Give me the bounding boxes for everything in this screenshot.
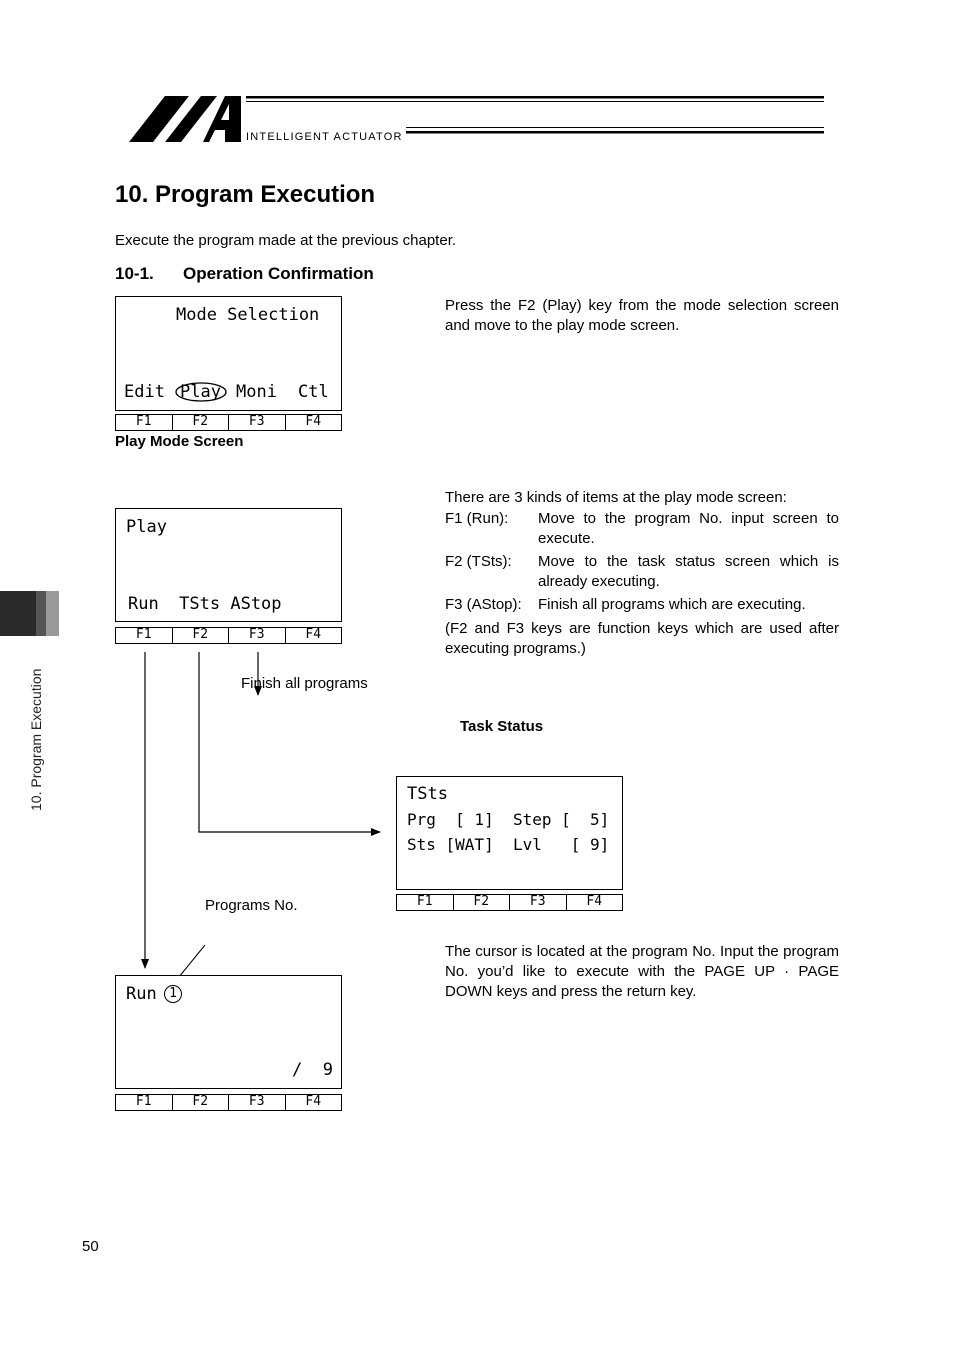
lcd-line-play: Play (126, 517, 167, 537)
side-tab-block (36, 591, 46, 636)
lcd-line-sts-lvl: Sts [WAT] Lvl [ 9] (407, 835, 610, 854)
menu-edit: Edit (124, 382, 165, 402)
lcd-line-prg-step: Prg [ 1] Step [ 5] (407, 810, 610, 829)
item-desc: Finish all programs which are executing. (538, 596, 806, 613)
program-number-value: 1 (169, 986, 177, 1001)
item-term: F1 (Run): (445, 510, 509, 527)
side-tab-label: 10. Program Execution (28, 668, 44, 811)
side-tab-block (0, 591, 36, 636)
page-number: 50 (82, 1238, 99, 1255)
item-desc: Move to the task status screen which is already executing. (538, 553, 839, 590)
programs-no-label: Programs No. (205, 897, 298, 914)
fkey-f1: F1 (116, 628, 173, 643)
fkey-f2: F2 (454, 895, 511, 910)
menu-moni: Moni (236, 382, 277, 402)
fkey-f4: F4 (305, 414, 322, 429)
intro-text: Execute the program made at the previous chapter. (115, 232, 457, 249)
side-tab-block (46, 591, 59, 636)
section-title: Operation Confirmation (183, 264, 374, 283)
task-status-label: Task Status (460, 718, 544, 735)
fkey-f4: F4 (305, 1094, 322, 1109)
fkey-f3: F3 (229, 628, 286, 643)
program-number-cursor (164, 985, 182, 1003)
lcd-line-tsts: TSts (407, 784, 448, 804)
fkey-f1: F1 (116, 1095, 173, 1110)
screen4-description: The cursor is located at the program No. Input the program No. you’d like to execute with the PAGE UP · PAGE DOWN keys and press the return key. (445, 943, 839, 1000)
fkey-f1: F1 (397, 895, 454, 910)
lcd-run (115, 975, 342, 1089)
logo-text: INTELLIGENT ACTUATOR (246, 131, 403, 143)
fkey-f2: F2 (173, 1095, 230, 1110)
fkey-f3: F3 (510, 895, 567, 910)
fkey-f2: F2 (173, 628, 230, 643)
item-desc: Move to the program No. input screen to execute. (538, 510, 839, 547)
menu-play: Play (180, 382, 221, 402)
menu-ctl: Ctl (298, 382, 329, 402)
fkey-f3: F3 (229, 415, 286, 430)
fkey-f2: F2 (173, 415, 230, 430)
fkey-f1: F1 (116, 415, 173, 430)
fkeys-screen3 (396, 894, 623, 911)
screen1-description: Press the F2 (Play) key from the mode selection screen and move to the play mode screen. (445, 297, 839, 334)
lcd-task-status (396, 776, 623, 890)
lcd-play-menu: Run TSts AStop (128, 594, 282, 614)
item-term: F3 (AStop): (445, 596, 522, 613)
finish-all-label: Finish all programs (241, 675, 368, 692)
fkey-f4: F4 (305, 627, 322, 642)
lcd-line-mode-selection: Mode Selection (176, 305, 320, 325)
item-term: F2 (TSts): (445, 553, 512, 570)
lcd-line-count: / 9 (292, 1060, 333, 1080)
section-number: 10-1. (115, 264, 154, 283)
fkeys-screen4 (115, 1094, 342, 1111)
page-title: 10. Program Execution (115, 181, 376, 208)
function-keys-note: (F2 and F3 keys are function keys which are used after executing programs.) (445, 620, 839, 657)
fkey-f4: F4 (586, 894, 603, 909)
lcd-run-label: Run (126, 984, 157, 1004)
fkey-f3: F3 (229, 1095, 286, 1110)
play-items-intro: There are 3 kinds of items at the play mode screen: (445, 489, 787, 506)
play-mode-caption: Play Mode Screen (115, 433, 244, 450)
